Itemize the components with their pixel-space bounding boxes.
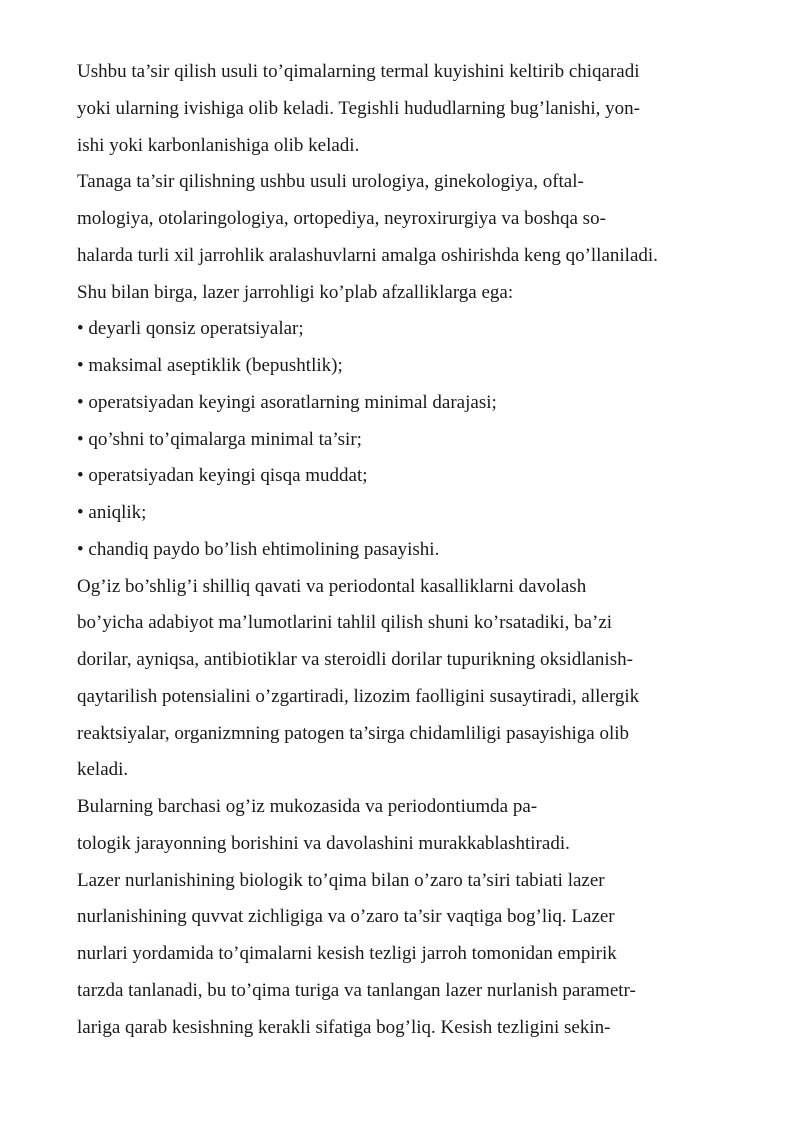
text-line: Bularning barchasi og’iz mukozasida va periodontiumda pa- bbox=[77, 796, 538, 817]
bullet-item: • operatsiyadan keyingi qisqa muddat; bbox=[77, 465, 368, 487]
bullet-item: • aniqlik; bbox=[77, 502, 147, 523]
text-line: Tanaga ta’sir qilishning ushbu usuli urologiya, ginekologiya, oftal- bbox=[77, 171, 584, 193]
text-line: qaytarilish potensialini o’zgartiradi, lizozim faolligini susaytiradi, allergik bbox=[77, 685, 640, 707]
text-line: reaktsiyalar, organizmning patogen ta’sirga chidamliligi pasayishiga olib bbox=[77, 722, 630, 744]
text-line: tologik jarayonning borishini va davolashini murakkablashtiradi. bbox=[77, 832, 570, 854]
text-line: Shu bilan birga, lazer jarrohligi ko’plab afzalliklarga ega: bbox=[77, 281, 514, 303]
text-line: ishi yoki karbonlanishiga olib keladi. bbox=[77, 134, 360, 156]
text-line: halarda turli xil jarrohlik aralashuvlarni amalga oshirishda keng qo’llaniladi. bbox=[77, 244, 658, 266]
text-line: nurlari yordamida to’qimalarni kesish tezligi jarroh tomonidan empirik bbox=[77, 943, 617, 964]
text-line: nurlanishining quvvat zichligiga va o’zaro ta’sir vaqtiga bog’liq. Lazer bbox=[77, 906, 615, 928]
bullet-item: • qo’shni to’qimalarga minimal ta’sir; bbox=[77, 428, 362, 450]
bullet-item: • maksimal aseptiklik (bepushtlik); bbox=[77, 355, 343, 376]
text-line: Og’iz bo’shlig’i shilliq qavati va periodontal kasalliklarni davolash bbox=[77, 575, 587, 597]
bullet-item: • deyarli qonsiz operatsiyalar; bbox=[77, 318, 304, 340]
text-line: mologiya, otolaringologiya, ortopediya, neyroxirurgiya va boshqa so- bbox=[77, 208, 606, 229]
text-line: Ushbu ta’sir qilish usuli to’qimalarning termal kuyishini keltirib chiqaradi bbox=[77, 61, 640, 82]
body-text bbox=[77, 54, 737, 1046]
bullet-item: • operatsiyadan keyingi asoratlarning minimal darajasi; bbox=[77, 391, 497, 413]
text-line: Lazer nurlanishining biologik to’qima bilan o’zaro ta’siri tabiati lazer bbox=[77, 869, 605, 891]
text-line: yoki ularning ivishiga olib keladi. Tegishli hududlarning bug’lanishi, yon- bbox=[77, 97, 640, 119]
text-line: lariga qarab kesishning kerakli sifatiga bog’liq. Kesish tezligini sekin- bbox=[77, 1016, 611, 1038]
bullet-item: • chandiq paydo bo’lish ehtimolining pasayishi. bbox=[77, 538, 440, 560]
text-line: bo’yicha adabiyot ma’lumotlarini tahlil qilish shuni ko’rsatadiki, ba’zi bbox=[77, 612, 613, 634]
text-line: tarzda tanlanadi, bu to’qima turiga va tanlangan lazer nurlanish parametr- bbox=[77, 979, 636, 1001]
text-line: keladi. bbox=[77, 759, 129, 781]
text-line: dorilar, ayniqsa, antibiotiklar va steroidli dorilar tupurikning oksidlanish- bbox=[77, 649, 633, 670]
